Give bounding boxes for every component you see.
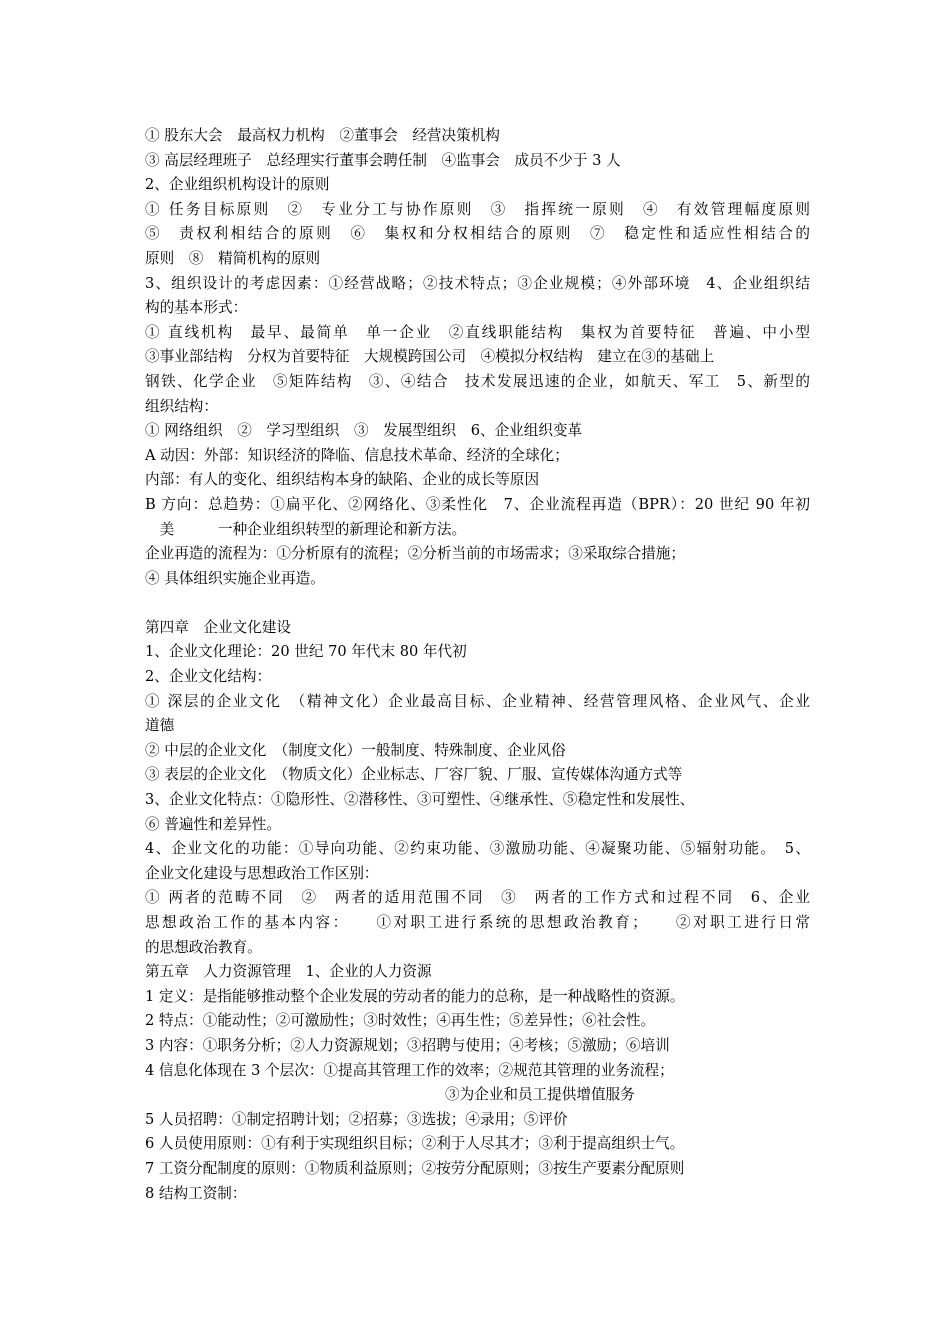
text-line: 4 信息化体现在 3 个层次：①提高其管理工作的效率；②规范其管理的业务流程； — [145, 1061, 674, 1079]
text-line: ② 中层的企业文化 （制度文化）一般制度、特殊制度、企业风俗 — [145, 741, 566, 759]
text-line: 的思想政治教育。 — [145, 938, 262, 956]
text-line: 钢铁、化学企业 ⑤矩阵结构 ③、④结合 技术发展迅速的企业，如航天、军工 5、新型的 — [145, 372, 810, 390]
text-line: ③ 高层经理班子 总经理实行董事会聘任制 ④监事会 成员不少于 3 人 — [145, 151, 621, 169]
text-line: 内部：有人的变化、组织结构本身的缺陷、企业的成长等原因 — [145, 471, 540, 489]
text-line: 原则 ⑧ 精简机构的原则 — [145, 249, 321, 267]
text-line: ④ 具体组织实施企业再造。 — [145, 569, 325, 587]
text-line: B 方向：总趋势：①扁平化、②网络化、③柔性化 7、企业流程再造（BPR）：20 世纪 90 年初 — [145, 495, 810, 513]
text-line: 思想政治工作的基本内容： ①对职工进行系统的思想政治教育； ②对职工进行日常 — [145, 914, 810, 931]
text-line: 企业文化建设与思想政治工作区别： — [145, 864, 379, 882]
text-line: 3、组织设计的考虑因素：①经营战略；②技术特点；③企业规模；④外部环境 4、企业组织结 — [145, 274, 810, 292]
text-line: 7 工资分配制度的原则：①物质利益原则；②按劳分配原则；③按生产要素分配原则 — [145, 1159, 685, 1177]
text-line: ① 直线机构 最早、最简单 单一企业 ②直线职能结构 集权为首要特征 普遍、中小型 — [145, 323, 810, 341]
text-line: 6 人员使用原则：①有利于实现组织目标；②利于人尽其才；③利于提高组织士气。 — [145, 1135, 685, 1153]
text-line: A 动因：外部：知识经济的降临、信息技术革命、经济的全球化； — [145, 446, 569, 464]
text-line: 3 内容：①职务分析；②人力资源规划；③招聘与使用；④考核；⑤激励；⑥培训 — [145, 1036, 670, 1054]
text-line: 道德 — [145, 717, 175, 735]
blank-line — [145, 591, 810, 616]
text-line: ③为企业和员工提供增值服务 — [445, 1086, 635, 1104]
text-line: 2 特点：①能动性；②可激励性；③时效性；④再生性；⑤差异性；⑥社会性。 — [145, 1012, 656, 1030]
text-line: 8 结构工资制： — [145, 1184, 247, 1202]
text-line: 1 定义：是指能够推动整个企业发展的劳动者的能力的总称，是一种战略性的资源。 — [145, 987, 685, 1005]
text-line: ⑤ 责权利相结合的原则 ⑥ 集权和分权相结合的原则 ⑦ 稳定性和适应性相结合的 — [145, 225, 810, 243]
text-line: ⑥ 普遍性和差异性。 — [145, 815, 281, 833]
text-line: ① 任务目标原则 ② 专业分工与协作原则 ③ 指挥统一原则 ④ 有效管理幅度原则 — [145, 200, 810, 218]
chapter-heading: 第五章 人力资源管理 1、企业的人力资源 — [145, 963, 432, 981]
text-line: ① 股东大会 最高权力机构 ②董事会 经营决策机构 — [145, 127, 500, 144]
text-line: 1、企业文化理论：20 世纪 70 年代末 80 年代初 — [145, 643, 467, 661]
text-line: 4、企业文化的功能：①导向功能、②约束功能、③激励功能、④凝聚功能、⑤辐射功能。 5、 — [145, 840, 810, 858]
text-line: ① 两者的范畴不同 ② 两者的适用范围不同 ③ 两者的工作方式和过程不同 6、企业 — [145, 889, 810, 907]
text-line: 5 人员招聘：①制定招聘计划；②招募；③选拔；④录用；⑤评价 — [145, 1110, 568, 1128]
text-line: 3、企业文化特点：①隐形性、②潜移性、③可塑性、④继承性、⑤稳定性和发展性、 — [145, 791, 695, 809]
section-heading: 2、企业文化结构： — [145, 668, 272, 686]
document-body — [145, 124, 810, 1206]
text-line: 企业再造的流程为：①分析原有的流程；②分析当前的市场需求；③采取综合措施； — [145, 545, 685, 563]
text-line: ③ 表层的企业文化 （物质文化）企业标志、厂容厂貌、厂服、宣传媒体沟通方式等 — [145, 766, 683, 784]
chapter-heading: 第四章 企业文化建设 — [145, 618, 291, 636]
text-line: 构的基本形式： — [145, 299, 248, 317]
text-line: ③事业部结构 分权为首要特征 大规模跨国公司 ④模拟分权结构 建立在③的基础上 — [145, 348, 715, 366]
text-line: 美 一种企业组织转型的新理论和新方法。 — [145, 520, 467, 538]
text-line: ① 网络组织 ② 学习型组织 ③ 发展型组织 6、企业组织变革 — [145, 422, 583, 440]
section-heading: 2、企业组织机构设计的原则 — [145, 176, 330, 194]
text-line: 组织结构： — [145, 397, 218, 415]
text-line: ① 深层的企业文化 （精神文化）企业最高目标、企业精神、经营管理风格、企业风气、企业 — [145, 692, 810, 710]
